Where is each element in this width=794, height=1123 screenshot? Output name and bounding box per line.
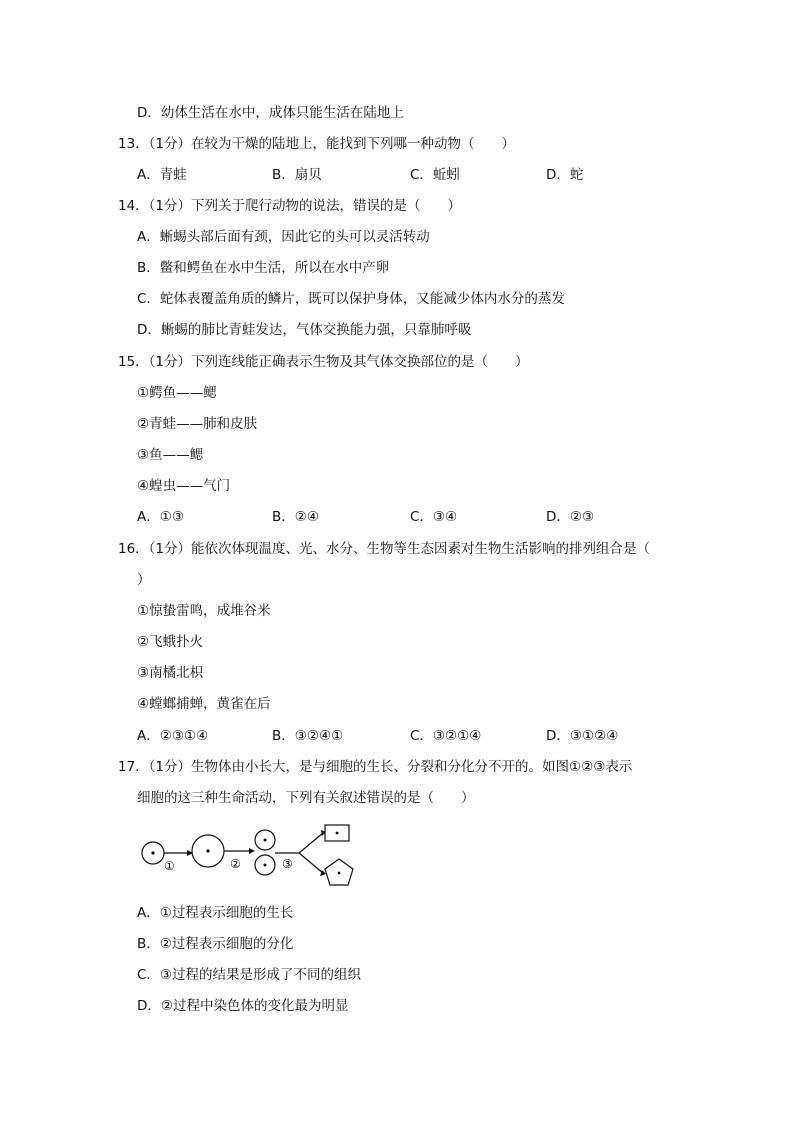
q16-item-1: ①惊蛰雷鸣，成堆谷米 <box>137 603 271 619</box>
q16-option-b: B．③②④① <box>272 728 344 744</box>
q13-option-d: D．蛇 <box>546 167 584 183</box>
q16-option-d: D．③①②④ <box>546 728 619 744</box>
q14-option-c: C．蛇体表覆盖角质的鳞片，既可以保护身体，又能减少体内水分的蒸发 <box>137 291 565 307</box>
nucleus-grown-cell <box>206 849 209 852</box>
q14-option-d: D．蜥蜴的肺比青蛙发达，气体交换能力强，只靠肺呼吸 <box>137 322 472 338</box>
q13-option-c: C．蚯蚓 <box>410 167 460 183</box>
q16-stem: 16．（1分）能依次体现温度、光、水分、生物等生态因素对生物生活影响的排列组合是（ <box>118 541 651 557</box>
process-label-1: ① <box>164 859 175 873</box>
q14-option-a: A．蜥蜴头部后面有颈，因此它的头可以灵活转动 <box>137 229 430 245</box>
q13-option-a: A．青蛙 <box>137 167 187 183</box>
q17-option-d: D．②过程中染色体的变化最为明显 <box>137 998 349 1014</box>
q15-item-4: ④蝗虫——气门 <box>137 478 231 494</box>
q15-option-c: C．③④ <box>410 509 458 525</box>
q14-stem: 14．（1分）下列关于爬行动物的说法，错误的是（ ） <box>118 198 462 214</box>
q16-item-2: ②飞蛾扑火 <box>137 634 204 650</box>
q16-item-4: ④螳螂捕蝉，黄雀在后 <box>137 696 271 712</box>
branch-arrow-up <box>299 833 323 853</box>
q16-option-c: C．③②①④ <box>410 728 482 744</box>
branch-arrow-down <box>299 853 323 873</box>
q17-option-b: B．②过程表示细胞的分化 <box>137 936 294 952</box>
q17-stem: 17．（1分）生物体由小长大，是与细胞的生长、分裂和分化分不开的。如图①②③表示 <box>118 759 633 775</box>
q15-item-3: ③鱼——鳃 <box>137 447 204 463</box>
nucleus-small-cell <box>151 851 154 854</box>
q16-item-3: ③南橘北枳 <box>137 665 204 681</box>
q17-option-c: C．③过程的结果是形成了不同的组织 <box>137 967 362 983</box>
q15-stem: 15．（1分）下列连线能正确表示生物及其气体交换部位的是（ ） <box>118 354 529 370</box>
arrowhead-2 <box>249 848 255 854</box>
q13-stem: 13．（1分）在较为干燥的陆地上，能找到下列哪一种动物（ ） <box>118 136 516 152</box>
cell-process-diagram <box>135 820 370 892</box>
q14-option-b: B．鳖和鳄鱼在水中生活，所以在水中产卵 <box>137 260 390 276</box>
process-label-3: ③ <box>282 857 293 871</box>
q15-item-1: ①鳄鱼——鳃 <box>137 385 217 401</box>
q15-option-a: A．①③ <box>137 509 184 525</box>
q15-item-2: ②青蛙——肺和皮肤 <box>137 416 258 432</box>
q16-option-a: A．②③①④ <box>137 728 209 744</box>
q15-option-b: B．②④ <box>272 509 319 525</box>
process-label-2: ② <box>230 857 241 871</box>
q12-option-d: D．幼体生活在水中，成体只能生活在陆地上 <box>137 105 404 121</box>
q16-stem-continued: ） <box>137 572 151 588</box>
q15-option-d: D．②③ <box>546 509 595 525</box>
q17-option-a: A．①过程表示细胞的生长 <box>137 905 294 921</box>
q13-option-b: B．扇贝 <box>272 167 322 183</box>
q17-stem-continued: 细胞的这三种生命活动，下列有关叙述错误的是（ ） <box>137 790 475 806</box>
